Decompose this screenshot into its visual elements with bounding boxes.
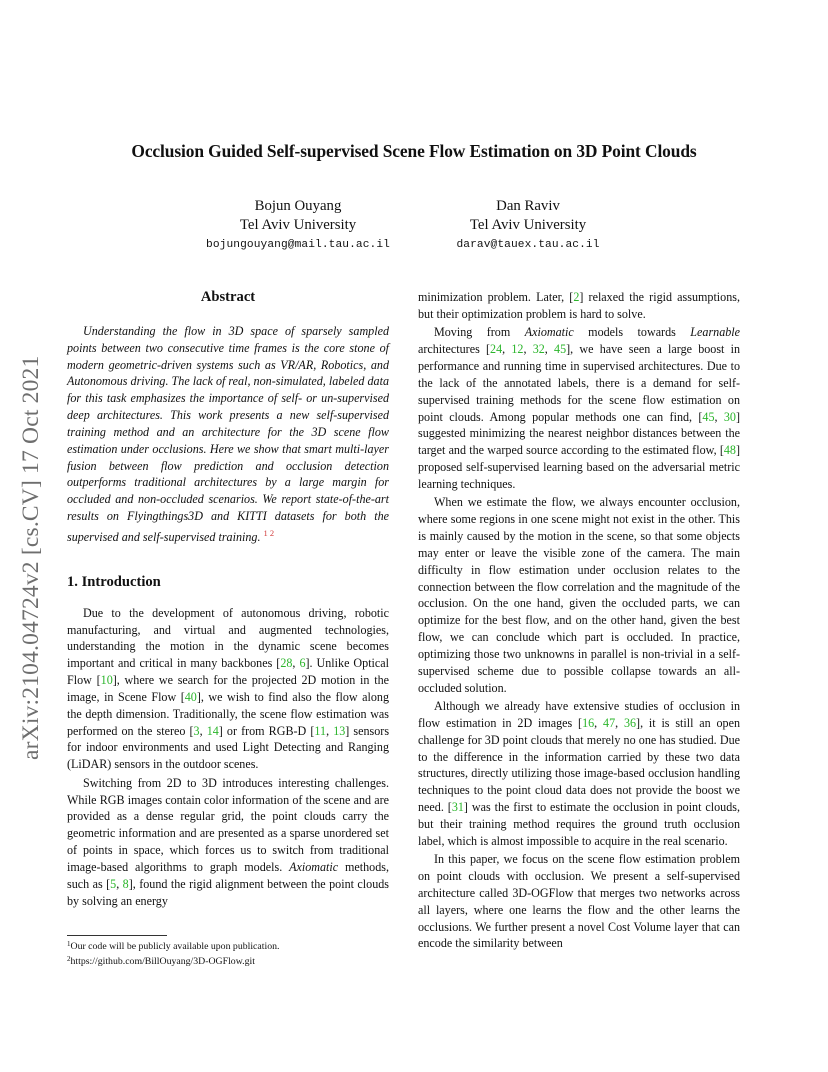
citation-link[interactable]: 2 xyxy=(573,290,580,304)
citation-link[interactable]: 36 xyxy=(623,715,637,730)
citation-link[interactable]: 11 xyxy=(314,723,327,738)
intro-paragraph-1: Due to the development of autonomous driving, robotic manufacturing, and virtual and augmented technologies, understanding the motion in the dynamic scene becomes important and critical in many backbones [28, 6]. Unlike Optical Flow [10], where we search for the projected 2D motion in the image, in Scene Flow [40], we wish to find also the flow along the depth dimension. Traditionally, the scene flow estimation was performed on the stereo [3, 14] or from RGB-D [11, 13] sensors for indoor environments and used Light Detecting and Ranging (LiDAR) sensors in the outdoor scenes. xyxy=(67,605,390,772)
author-block-2 xyxy=(398,197,658,251)
citation-link[interactable]: 48 xyxy=(723,443,736,458)
citation-link[interactable]: 14 xyxy=(206,723,219,738)
citation-link[interactable]: 5 xyxy=(110,876,117,891)
paper-title: Occlusion Guided Self-supervised Scene Flow Estimation on 3D Point Clouds xyxy=(131,141,697,161)
paragraph-occlusion-2d: Although we already have extensive studies of occlusion in flow estimation in 2D images [16, 47, 36], it is still an open challenge for 3D point clouds that merely no one has studied. Due to the difference in the information carried by these two data structures, directly utilizing those image-based occlusion handling techniques to the point cloud data does not provide the boost we need. [31] was the first to estimate the occlusion in point clouds, but their training method requires the ground truth occlusion label, which is almost impossible to acquire in the real scenario. xyxy=(418,699,741,848)
paragraph-occlusion: When we estimate the flow, we always encounter occlusion, where some regions in one scene might not exist in the other. This is mainly caused by the motion in the scene, so that some objects may enter or leave the visible zone of the camera. The main difficulty in flow estimation under occlusion relates to the connection between the flow correlation and the magnitude of the occlusion. On the one hand, given the occluded parts, we can optimize for the best flow, and on the other hand, given the best flow, we can conclude which part is occluded. In practice, optimizing those two unknowns in parallel is non-trivial in a self-supervised scheme due to possible collapse towards an all-occluded solution. xyxy=(418,495,740,695)
citation-link[interactable]: 24 xyxy=(490,342,503,357)
footnote-divider xyxy=(67,935,167,936)
citation-link[interactable]: 30 xyxy=(723,409,736,424)
abstract-heading: Abstract xyxy=(200,289,256,305)
citation-link[interactable]: 45 xyxy=(554,342,567,357)
citation-link[interactable]: 47 xyxy=(603,715,616,730)
author-affiliation: Tel Aviv University xyxy=(239,217,357,233)
author-name: Bojun Ouyang xyxy=(254,198,342,214)
citation-link[interactable]: 16 xyxy=(582,715,595,730)
arxiv-identifier-stamp: arXiv:2104.04724v2 [cs.CV] 17 Oct 2021 xyxy=(18,355,44,760)
footnotes xyxy=(67,938,389,968)
paragraph-learnable-architectures: Moving from Axiomatic models towards Learnable architectures [24, 12, 32, 45], we have seen a large boost in performance and running time in supervised architectures. Due to the lack of the annotated labels, there is a demand for self-supervised training methods for the scene flow estimation on point clouds. Among popular methods one can find, [45, 30] suggested minimizing the nearest neighbor distances between the target and the warped source according to the estimated flow, [48] proposed self-supervised learning based on the adversarial metric learning techniques. xyxy=(418,325,741,491)
citation-link[interactable]: 10 xyxy=(100,673,113,688)
left-column xyxy=(67,289,389,909)
citation-link[interactable]: 13 xyxy=(333,723,346,738)
intro-paragraph-2: Switching from 2D to 3D introduces interesting challenges. While RGB images contain color information of the scene and are provided as a dense regular grid, the point clouds carry the geometric information and are presented as a sparse unordered set of points in space, which forces us to switch from traditional image-based algorithms to graph models. Axiomatic methods, such as [5, 8], found the rigid alignment between the point clouds by solving an energy xyxy=(67,775,389,908)
author-email: bojungouyang@mail.tau.ac.il xyxy=(206,239,390,251)
author-block-1 xyxy=(168,197,428,251)
author-email: darav@tauex.tau.ac.il xyxy=(456,239,600,251)
citation-link[interactable]: 45 xyxy=(702,409,715,424)
citation-link[interactable]: 8 xyxy=(122,876,129,891)
footnote-2[interactable]: $^2$https://github.com/BillOuyang/3D-OGFlow.git xyxy=(67,955,255,967)
citation-link[interactable]: 6 xyxy=(299,656,306,671)
right-column xyxy=(418,289,740,952)
citation-link[interactable]: 40 xyxy=(184,689,197,704)
author-affiliation: Tel Aviv University xyxy=(469,217,587,233)
footnote-marks[interactable]: 1 2 xyxy=(263,527,275,538)
citation-link[interactable]: 12 xyxy=(511,342,524,357)
paragraph-continued: minimization problem. Later, [2] relaxed the rigid assumptions, but their optimization problem is hard to solve. xyxy=(418,290,740,321)
abstract-body xyxy=(67,323,389,546)
citation-link[interactable]: 32 xyxy=(532,342,545,357)
abstract-text: Understanding the flow in 3D space of sparsely sampled points between two consecutive time frames is the core stone of modern geometric-driven systems such as VR/AR, Robotics, and Autonomous driving. The lack of real, non-simulated, labeled data for this task emphasizes the importance of self- or un-supervised deep architectures. This work presents a new self-supervised training method and an architecture for the 3D scene flow estimation under occlusions. Here we show that smart multi-layer fusion between flow prediction and occlusion detection outperforms traditional architectures by a large margin for occluded and non-occluded scenarios. We report state-of-the-art results on Flyingthings3D and KITTI datasets for both the supervised and self-supervised training. xyxy=(67,323,389,544)
paragraph-contribution: In this paper, we focus on the scene flow estimation problem on point clouds with occlusion. We present a self-supervised architecture called 3D-OGFlow that merges two networks across all layers, where one learns the flow and the other learns the occlusions. We further present a novel Cost Volume layer that can encode the similarity between xyxy=(418,852,740,951)
section-heading-introduction: 1. Introduction xyxy=(67,573,161,590)
citation-link[interactable]: 3 xyxy=(193,723,200,738)
author-name: Dan Raviv xyxy=(496,198,560,214)
footnote-1: $^1$Our code will be publicly available upon publication. xyxy=(67,940,280,952)
citation-link[interactable]: 31 xyxy=(451,800,464,815)
citation-link[interactable]: 28 xyxy=(280,656,293,671)
